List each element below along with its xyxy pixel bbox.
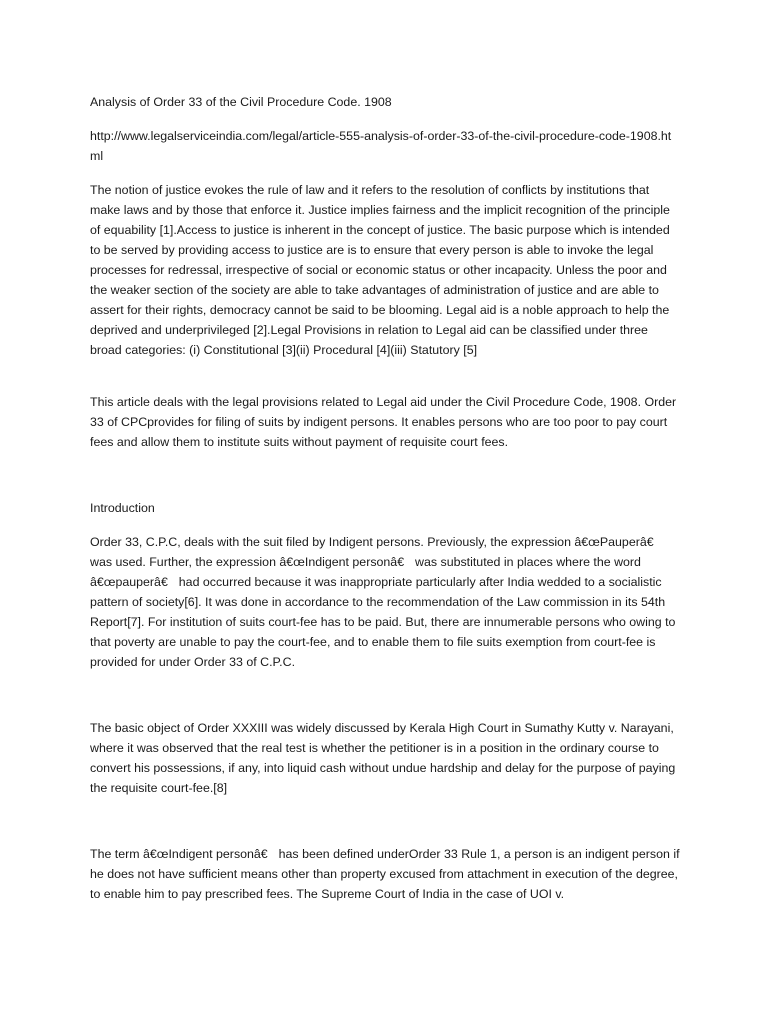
document-title: Analysis of Order 33 of the Civil Procedure Code. 1908	[90, 95, 392, 109]
section-heading-introduction: Introduction	[90, 501, 155, 515]
paragraph-indigent-definition: The term â€œIndigent personâ€ has been defined underOrder 33 Rule 1, a person is an indigent person if he does not have sufficient means other than property excused from attachment in execution of the degree, to enable him to pay prescribed fees. The Supreme Court of India in the case of UOI v.	[90, 847, 680, 901]
paragraph-article-scope: This article deals with the legal provisions related to Legal aid under the Civil Procedure Code, 1908. Order 33 of CPCprovides for filing of suits by indigent persons. It enables persons who are too poor to pay court fees and allow them to institute suits without payment of requisite court fees.	[90, 395, 677, 449]
paragraph-basic-object: The basic object of Order XXXIII was widely discussed by Kerala High Court in Sumathy Kutty v. Narayani, where it was observed that the real test is whether the petitioner is in a position in the ordinary course to convert his possessions, if any, into liquid cash without undue hardship and delay for the purpose of paying the requisite court-fee.[8]	[90, 721, 676, 795]
paragraph-order-33: Order 33, C.P.C, deals with the suit filed by Indigent persons. Previously, the expression â€œPauperâ€ was used. Further, the expression â€œIndigent personâ€ was substituted in places where the word â€œpauperâ€ had occurred because it was inappropriate particularly after India wedded to a socialistic pattern of society[6]. It was done in accordance to the recommendation of the Law commission in its 54th Report[7]. For institution of suits court-fee has to be paid. But, there are innumerable persons who owing to that poverty are unable to pay the court-fee, and to enable them to file suits exemption from court-fee is provided for under Order 33 of C.P.C.	[90, 535, 676, 669]
paragraph-justice: The notion of justice evokes the rule of law and it refers to the resolution of conflicts by institutions that make laws and by those that enforce it. Justice implies fairness and the implicit recognition of the principle of equability [1].Access to justice is inherent in the concept of justice. The basic purpose which is intended to be served by providing access to justice are is to ensure that every person is able to invoke the legal processes for redressal, irrespective of social or economic status or other incapacity. Unless the poor and the weaker section of the society are able to take advantages of administration of justice and are able to assert for their rights, democracy cannot be said to be blooming. Legal aid is a noble approach to help the deprived and underprivileged [2].Legal Provisions in relation to Legal aid can be classified under three broad categories: (i) Constitutional [3](ii) Procedural [4](iii) Statutory [5]	[90, 183, 670, 357]
source-url: http://www.legalserviceindia.com/legal/article-555-analysis-of-order-33-of-the-civil-procedure-code-1908.html	[90, 129, 672, 163]
document-body	[90, 92, 680, 918]
